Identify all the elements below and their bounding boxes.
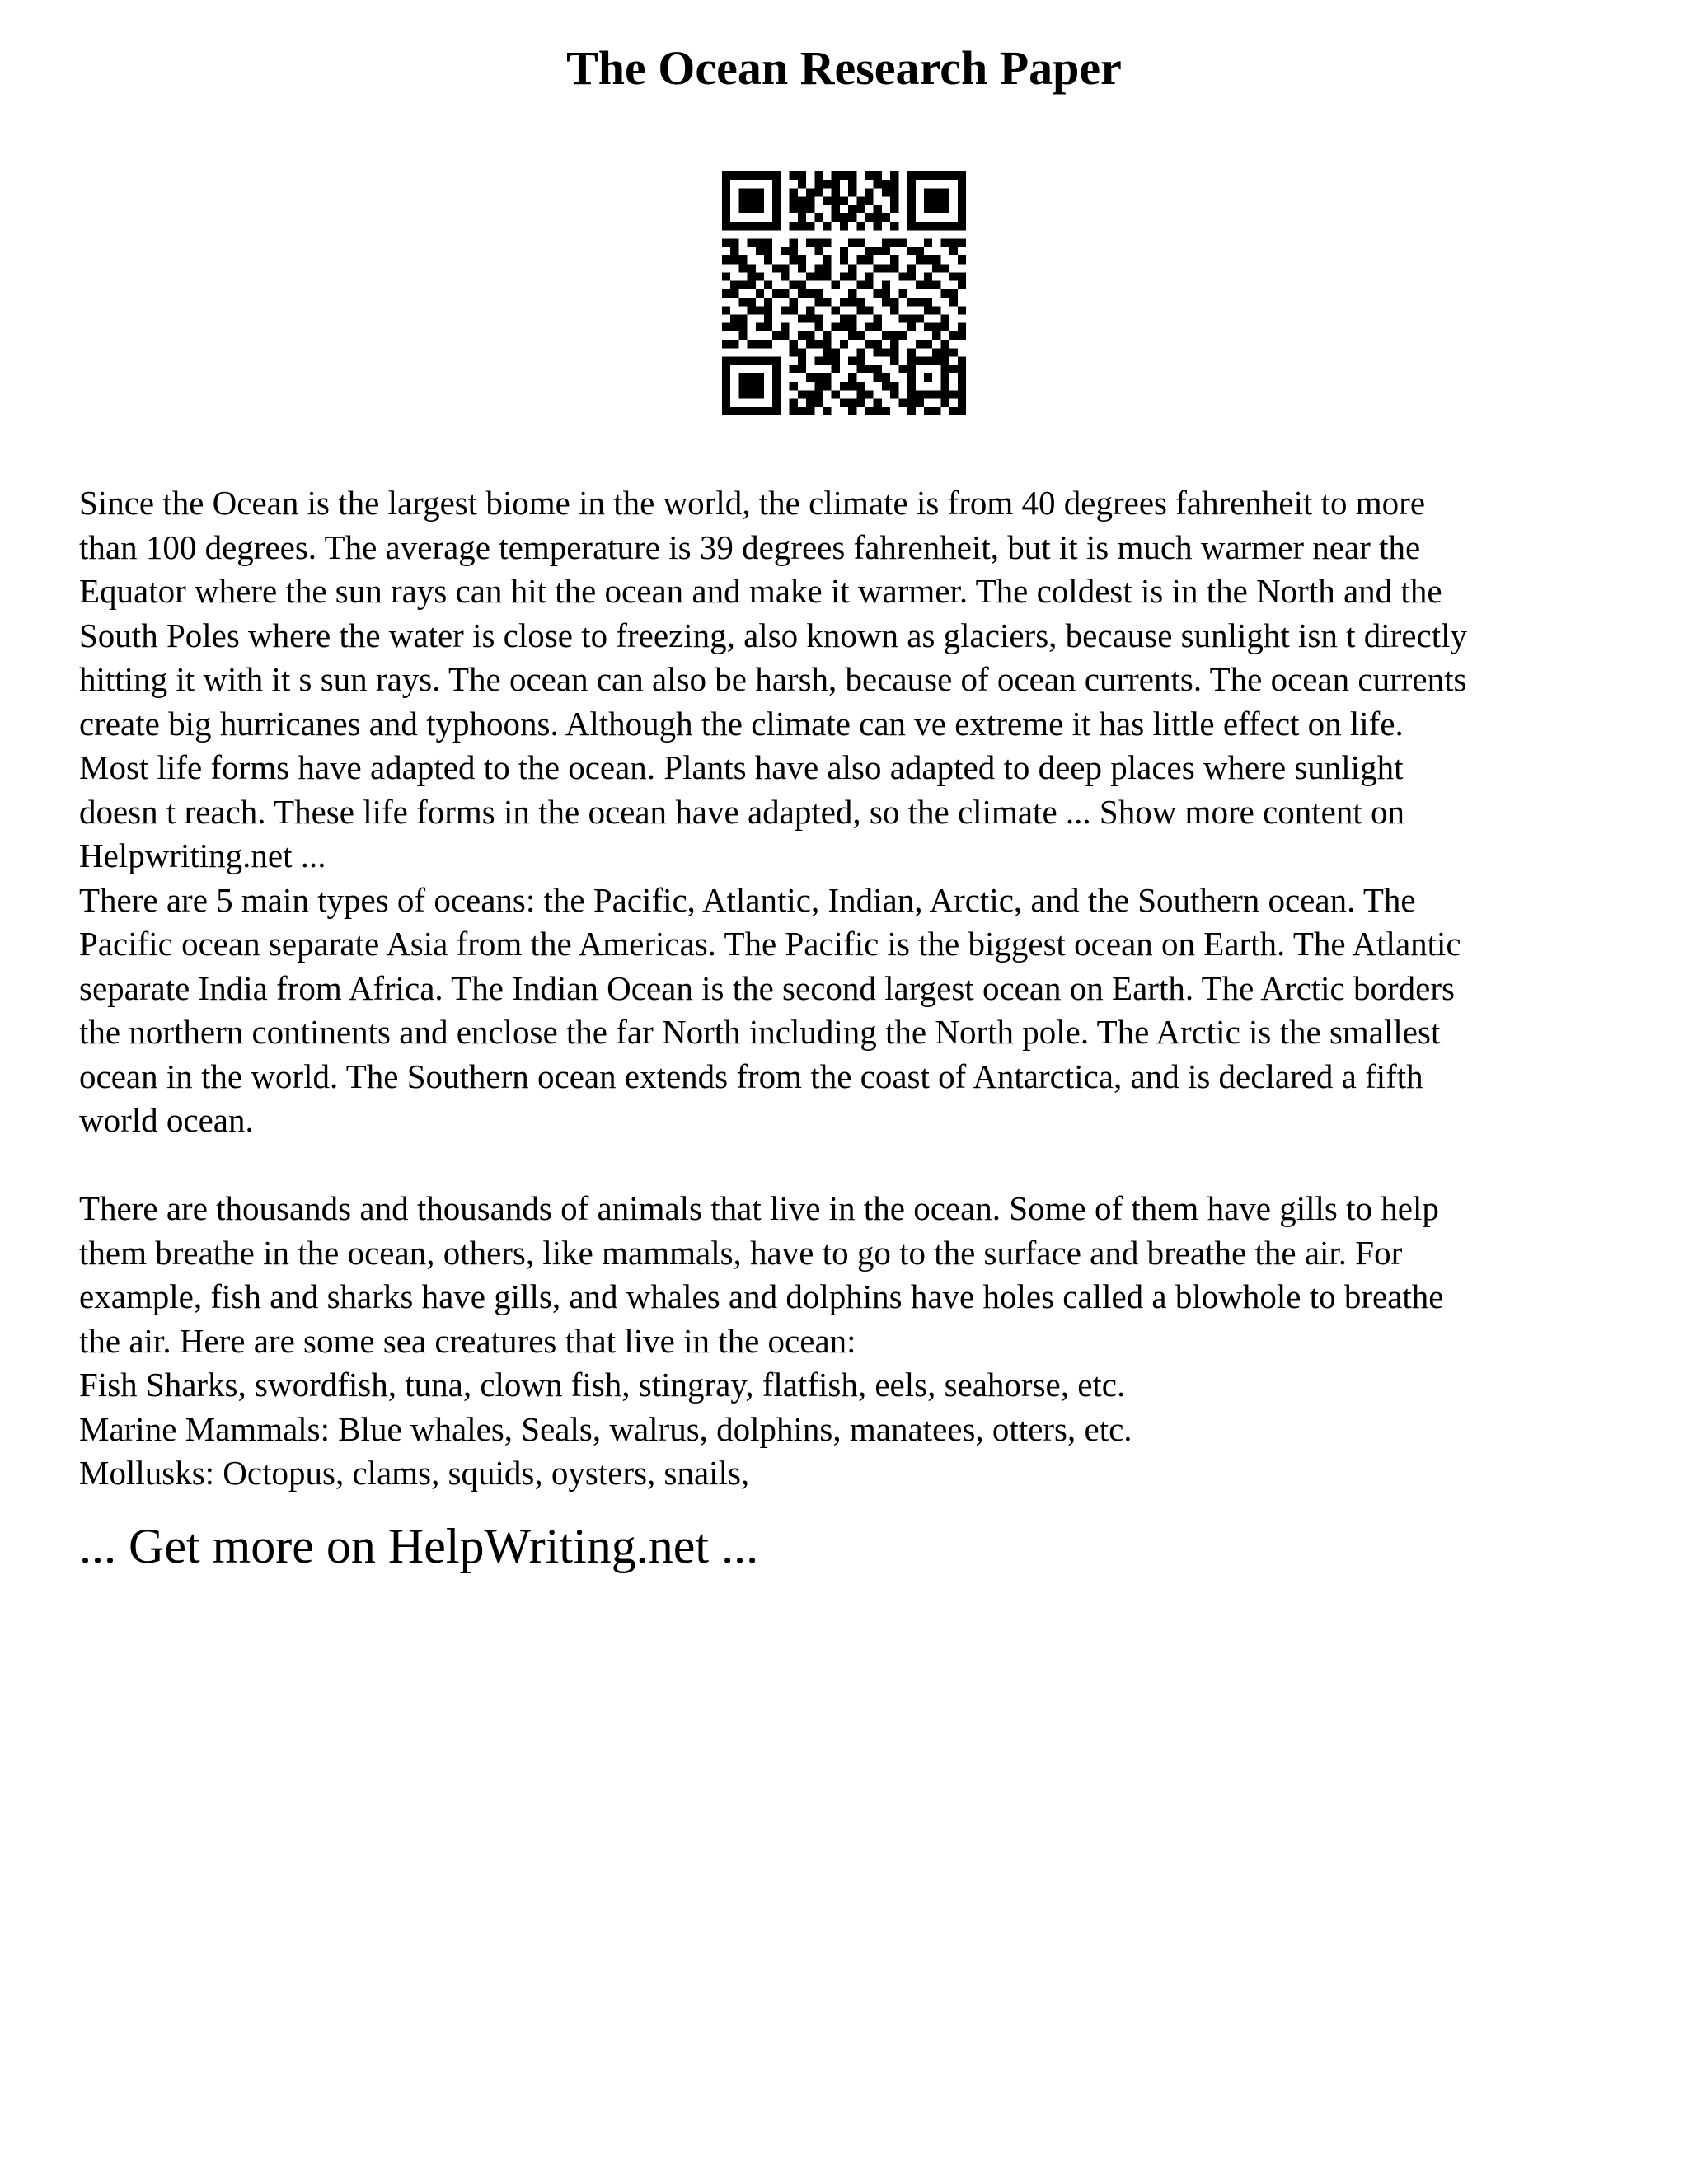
- text-line: ocean in the world. The Southern ocean extends from the coast of Antarctica, and is declared a fifth: [79, 1057, 1423, 1095]
- text-line: example, fish and sharks have gills, and whales and dolphins have holes called a blowhole to breathe: [79, 1277, 1444, 1315]
- text-line: South Poles where the water is close to freezing, also known as glaciers, because sunlight isn t directly: [79, 616, 1467, 654]
- text-line: Pacific ocean separate Asia from the Americas. The Pacific is the biggest ocean on Earth. The Atlantic: [79, 925, 1461, 963]
- text-line: world ocean.: [79, 1101, 254, 1139]
- text-line: the northern continents and enclose the far North including the North pole. The Arctic is the smallest: [79, 1013, 1441, 1051]
- text-line: There are 5 main types of oceans: the Pacific, Atlantic, Indian, Arctic, and the Southern ocean. The: [79, 880, 1416, 919]
- text-line: Equator where the sun rays can hit the ocean and make it warmer. The coldest is in the North and the: [79, 572, 1442, 610]
- text-line: There are thousands and thousands of animals that live in the ocean. Some of them have gills to help: [79, 1189, 1439, 1227]
- qr-code-graphic: [722, 171, 966, 415]
- text-line: doesn t reach. These life forms in the ocean have adapted, so the climate ... Show more content on: [79, 792, 1404, 831]
- text-line: the air. Here are some sea creatures that live in the ocean:: [79, 1321, 856, 1360]
- paragraph-climate: [79, 481, 1645, 879]
- text-line: Marine Mammals: Blue whales, Seals, walrus, dolphins, manatees, otters, etc.: [79, 1409, 1132, 1448]
- text-line: create big hurricanes and typhoons. Although the climate can ve extreme it has little effect on life.: [79, 704, 1404, 743]
- paragraph-ocean-types: [79, 879, 1645, 1143]
- get-more-link[interactable]: ... Get more on HelpWriting.net ...: [79, 1519, 759, 1573]
- paragraph-gap: [79, 1143, 1645, 1188]
- text-line: hitting it with it s sun rays. The ocean can also be harsh, because of ocean currents. The ocean currents: [79, 660, 1467, 698]
- qr-code: [722, 171, 966, 415]
- text-line: Since the Ocean is the largest biome in the world, the climate is from 40 degrees fahrenheit to more: [79, 484, 1426, 522]
- paragraph-animals: [79, 1187, 1645, 1496]
- page-title: The Ocean Research Paper: [566, 41, 1122, 95]
- text-line: them breathe in the ocean, others, like mammals, have to go to the surface and breathe the air. For: [79, 1233, 1403, 1272]
- text-line: Helpwriting.net ...: [79, 837, 326, 874]
- text-line: Mollusks: Octopus, clams, squids, oysters, snails,: [79, 1454, 750, 1492]
- article-body: [79, 481, 1645, 1496]
- text-line: Most life forms have adapted to the ocean. Plants have also adapted to deep places where sunlight: [79, 748, 1404, 786]
- text-line: separate India from Africa. The Indian Ocean is the second largest ocean on Earth. The Arctic borders: [79, 968, 1455, 1007]
- text-line: than 100 degrees. The average temperature is 39 degrees fahrenheit, but it is much warmer near the: [79, 527, 1421, 566]
- text-line: Fish Sharks, swordfish, tuna, clown fish, stingray, flatfish, eels, seahorse, etc.: [79, 1366, 1126, 1404]
